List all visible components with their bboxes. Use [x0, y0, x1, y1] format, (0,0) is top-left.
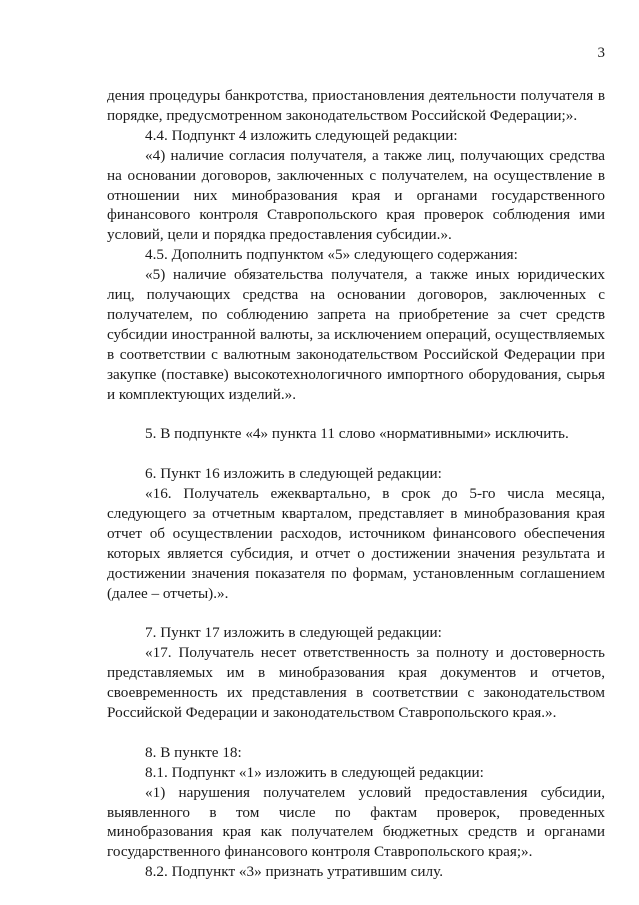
- document-body: [107, 86, 605, 882]
- paragraph-6-heading: 6. Пункт 16 изложить в следующей редакции:: [145, 465, 442, 483]
- paragraph-continuation: дения процедуры банкротства, приостановления деятельности получателя в порядке, предусмотренном законодательством Российской Федерации;».: [107, 87, 605, 124]
- page-number: 3: [597, 45, 605, 61]
- paragraph-8-1-heading: 8.1. Подпункт «1» изложить в следующей редакции:: [145, 763, 484, 781]
- paragraph-8-1-text: «1) нарушения получателем условий предоставления субсидии, выявленного в том числе по фактам проверок, проведенных минобразования края как получателем бюджетных средств и органами государственного финансового контроля Ставропольского края;».: [107, 783, 605, 861]
- paragraph-8-2: 8.2. Подпункт «3» признать утратившим силу.: [145, 863, 443, 881]
- paragraph-6-text: «16. Получатель ежеквартально, в срок до 5-го числа месяца, следующего за отчетным кварталом, представляет в минобразования края отчет об осуществлении расходов, источником финансового обеспечения которых является субсидия, и отчет о достижении значения результата и достижении значения показателя по формам, установленным соглашением (далее – отчеты).».: [107, 485, 605, 602]
- paragraph-8-heading: 8. В пункте 18:: [145, 743, 242, 761]
- paragraph-7-text: «17. Получатель несет ответственность за полноту и достоверность представляемых им в минобразования края документов и отчетов, своевременность их представления в соответствии с законодательством Российской Федерации и законодательством Ставропольского края.».: [107, 644, 605, 722]
- paragraph-5: 5. В подпункте «4» пункта 11 слово «нормативными» исключить.: [145, 425, 569, 443]
- paragraph-7-heading: 7. Пункт 17 изложить в следующей редакции:: [145, 624, 442, 642]
- paragraph-4-4-heading: 4.4. Подпункт 4 изложить следующей редакции:: [145, 126, 458, 144]
- paragraph-4-4-text: «4) наличие согласия получателя, а также лиц, получающих средства на основании договоров, заключенных с получателем, на осуществление в отношении них минобразования края и органами государственного финансового контроля Ставропольского края проверок соблюдения ими условий, цели и порядка предоставления субсидии.».: [107, 146, 605, 244]
- paragraph-4-5-text: «5) наличие обязательства получателя, а также иных юридических лиц, получающих средства на основании договоров, заключенных с получателем, по соблюдению запрета на приобретение за счет средств субсидии иностранной валюты, за исключением операций, осуществляемых в соответствии с валютным законодательством Российской Федерации при закупке (поставке) высокотехнологичного импортного оборудования, сырья и комплектующих изделий.».: [107, 266, 605, 403]
- paragraph-4-5-heading: 4.5. Дополнить подпунктом «5» следующего содержания:: [145, 246, 518, 264]
